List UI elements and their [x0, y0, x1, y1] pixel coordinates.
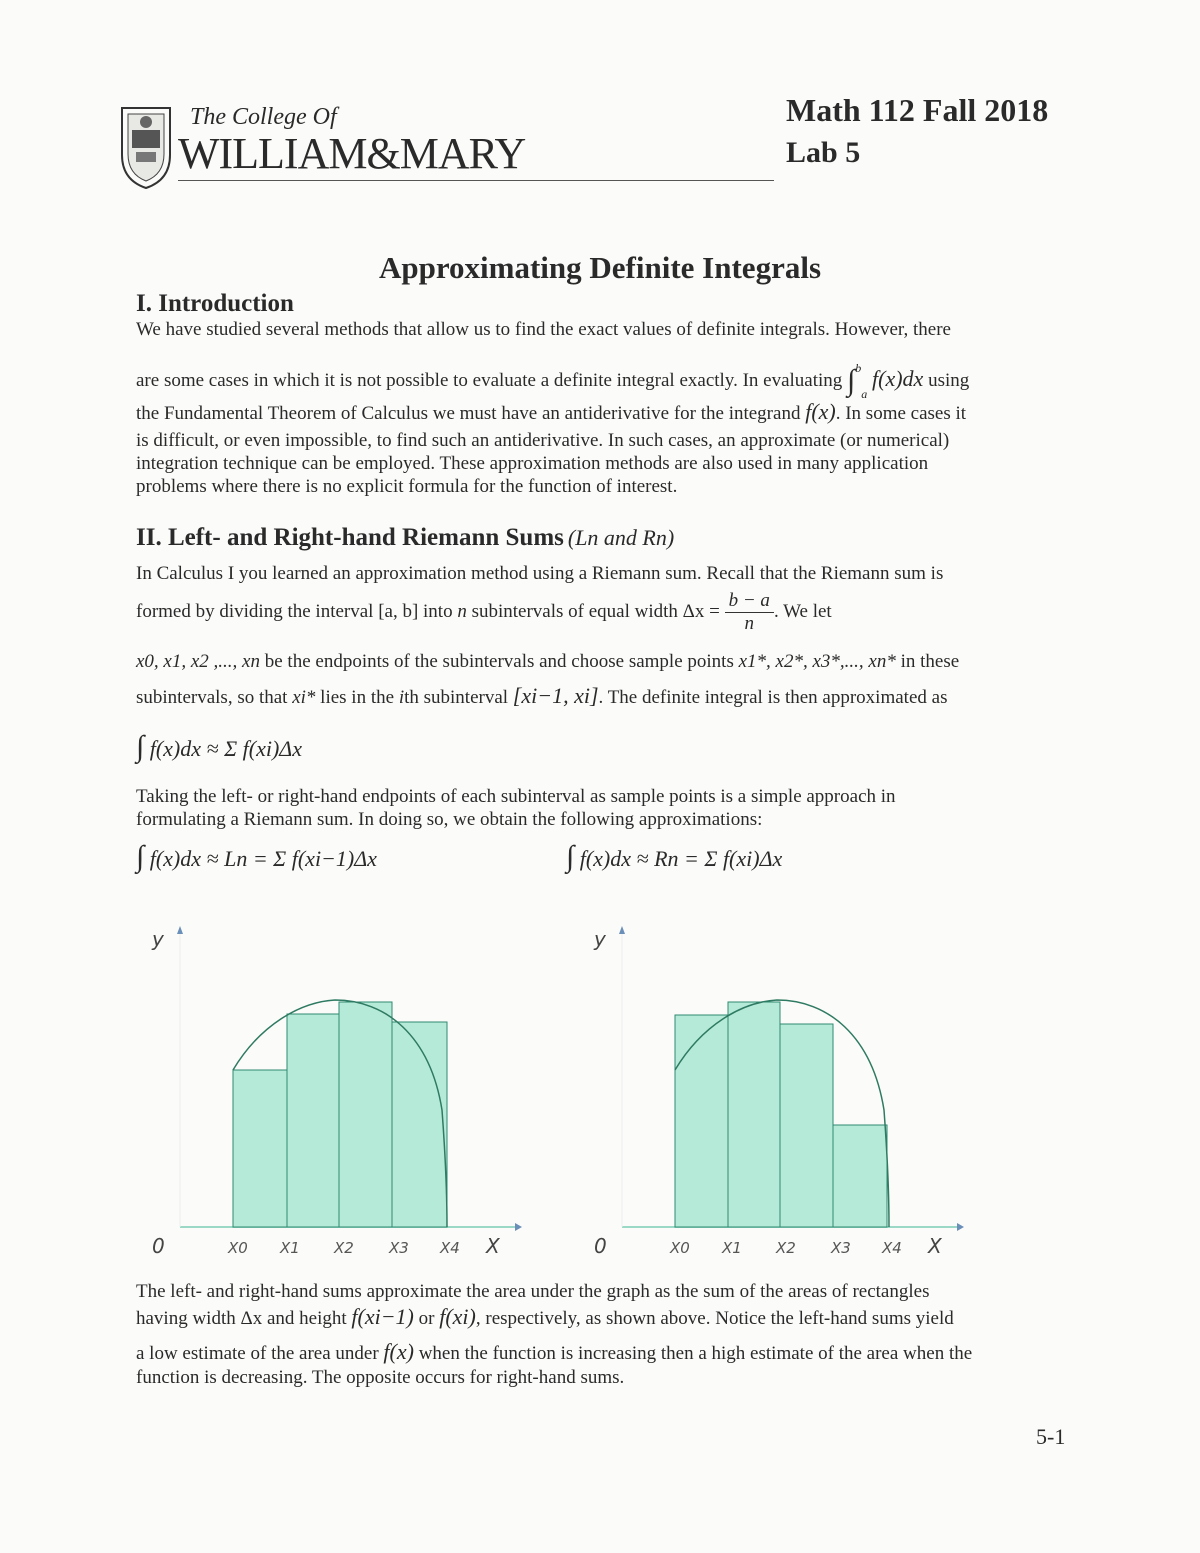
- tick-label-x3: X3: [389, 1239, 409, 1257]
- fraction-numerator: b − a: [725, 590, 774, 613]
- riemann-n: n: [457, 600, 467, 622]
- course-title: Math 112 Fall 2018: [786, 92, 1049, 128]
- closing-line-3-text-a: a low estimate of the area under: [136, 1343, 379, 1364]
- intro-line-1: We have studied several methods that allow us to find the exact values of definite integrals. However, there: [136, 319, 951, 340]
- intro-line-5: integration technique can be employed. These approximation methods are also used in many application: [136, 453, 929, 474]
- riemann-heading-math: (Ln and Rn): [567, 525, 675, 550]
- header-rule: [178, 180, 774, 181]
- riemann-line-2-text-b: subintervals of equal width Δx =: [471, 600, 720, 622]
- left-rectangle-4: [392, 1022, 447, 1227]
- document-title: Approximating Definite Integrals: [378, 250, 822, 285]
- riemann-line-4: [136, 684, 947, 710]
- left-riemann-graph: [140, 920, 540, 1265]
- intro-line-2-text-a: are some cases in which it is not possible to evaluate a definite integral exactly. In evaluating: [136, 370, 843, 391]
- intro-line-3-text-a: the Fundamental Theorem of Calculus we must have an antiderivative for the integrand: [136, 403, 801, 424]
- height-right-math: f(xi): [439, 1304, 476, 1329]
- closing-line-3: [136, 1340, 972, 1366]
- y-axis-label: y: [594, 927, 606, 951]
- closing-line-2-text-a: having width Δx and height: [136, 1308, 347, 1329]
- tick-label-x1: X1: [722, 1239, 742, 1257]
- left-rectangle-3: [339, 1002, 392, 1227]
- tick-label-x1: X1: [280, 1239, 300, 1257]
- riemann-line-4-text-d: . The definite integral is then approximated as: [598, 687, 948, 708]
- intro-line-3: [136, 400, 966, 426]
- intro-line-3-text-b: . In some cases it: [835, 403, 967, 424]
- integral-sign: ∫: [136, 730, 145, 763]
- x-axis-arrow: [515, 1223, 522, 1231]
- riemann-heading: II. Left- and Right-hand Riemann Sums: [136, 524, 564, 551]
- riemann-line-2: [136, 590, 832, 635]
- integral-sign: ∫: [847, 364, 856, 397]
- tick-label-x2: X2: [334, 1239, 354, 1257]
- closing-line-1: The left- and right-hand sums approximate the area under the graph as the sum of the areas of rectangles: [136, 1281, 930, 1302]
- logo-wordmark: WILLIAM&MARY: [178, 129, 526, 178]
- right-sum-formula-text: f(x)dx ≈ Rn = Σ f(xi)Δx: [579, 846, 783, 871]
- closing-line-4: function is decreasing. The opposite occurs for right-hand sums.: [136, 1367, 625, 1388]
- riemann-line-4-text-c: th subinterval: [404, 687, 509, 708]
- right-rectangle-4: [833, 1125, 887, 1227]
- intro-line-4: is difficult, or even impossible, to find such an antiderivative. In such cases, an approximate (or numerical): [136, 430, 950, 451]
- closing-line-2-text-c: , respectively, as shown above. Notice the left-hand sums yield: [475, 1308, 954, 1329]
- riemann-line-4-text-a: subintervals, so that: [136, 687, 288, 708]
- fraction-denominator: n: [744, 613, 755, 634]
- college-seal-logo: [116, 100, 176, 190]
- closing-line-3-text-b: when the function is increasing then a high estimate of the area when the: [418, 1343, 973, 1364]
- tick-label-x0: X0: [670, 1239, 690, 1257]
- right-riemann-graph: [582, 920, 982, 1265]
- riemann-line-1: In Calculus I you learned an approximation method using a Riemann sum. Recall that the Riemann sum is: [136, 563, 944, 584]
- riemann-line-3: [136, 650, 959, 674]
- tick-label-x0: X0: [228, 1239, 248, 1257]
- riemann-line-3-text-a: be the endpoints of the subintervals and choose sample points: [264, 651, 734, 672]
- xi-star-math: xi*: [292, 687, 316, 708]
- intro-line-6: problems where there is no explicit formula for the function of interest.: [136, 476, 678, 497]
- page-number: 5-1: [1036, 1424, 1066, 1449]
- logo-college-text: The College Of: [190, 104, 337, 130]
- right-sum-formula: [566, 840, 782, 874]
- x-axis-arrow: [957, 1223, 964, 1231]
- riemann-line-2-text-c: . We let: [773, 600, 832, 622]
- left-rectangle-2: [287, 1014, 339, 1227]
- tick-label-x2: X2: [776, 1239, 796, 1257]
- intro-line-2-text-b: using: [928, 370, 970, 391]
- i-math: i: [398, 687, 405, 708]
- y-axis-label: y: [152, 927, 164, 951]
- right-rectangle-2: [728, 1002, 780, 1227]
- intro-line-2: [136, 356, 969, 406]
- riemann-line-4-text-b: lies in the: [320, 687, 395, 708]
- subinterval-math: [xi−1, xi]: [512, 683, 599, 708]
- intro-integrand-fx: f(x): [805, 399, 836, 424]
- intro-heading: I. Introduction: [136, 290, 294, 317]
- origin-label: 0: [152, 1234, 165, 1258]
- y-axis-arrow: [619, 926, 625, 934]
- integral-sign: ∫: [136, 840, 145, 873]
- riemann-line-3-text-b: in these: [900, 651, 960, 672]
- x-axis-label: X: [928, 1234, 942, 1258]
- riemann-line-5: Taking the left- or right-hand endpoints of each subinterval as sample points is a simple approach in: [136, 786, 896, 807]
- closing-fx-math: f(x): [383, 1339, 414, 1364]
- tick-label-x4: X4: [440, 1239, 460, 1257]
- integral-lower-limit: a: [861, 387, 868, 401]
- right-rectangle-1: [675, 1015, 728, 1227]
- closing-line-2: [136, 1305, 954, 1331]
- tick-label-x3: X3: [831, 1239, 851, 1257]
- intro-integrand: f(x)dx: [872, 366, 924, 391]
- integral-sign: ∫: [566, 840, 575, 873]
- x-axis-label: X: [486, 1234, 500, 1258]
- origin-label: 0: [594, 1234, 607, 1258]
- endpoints-math: x0, x1, x2 ,..., xn: [136, 651, 260, 672]
- delta-x-fraction: [725, 590, 774, 635]
- closing-line-2-text-b: or: [418, 1308, 435, 1329]
- left-sum-formula: [136, 840, 377, 874]
- tick-label-x4: X4: [882, 1239, 902, 1257]
- riemann-line-6: formulating a Riemann sum. In doing so, we obtain the following approximations:: [136, 809, 763, 830]
- riemann-line-2-text-a: formed by dividing the interval [a, b] into: [136, 600, 453, 622]
- height-left-math: f(xi−1): [351, 1304, 414, 1329]
- riemann-sum-formula: [136, 730, 302, 764]
- riemann-heading-row: [136, 524, 674, 552]
- riemann-sum-formula-text: f(x)dx ≈ Σ f(xi)Δx: [149, 736, 302, 761]
- lab-number: Lab 5: [786, 136, 861, 169]
- left-rectangle-1: [233, 1070, 287, 1227]
- y-axis-arrow: [177, 926, 183, 934]
- left-sum-formula-text: f(x)dx ≈ Ln = Σ f(xi−1)Δx: [149, 846, 377, 871]
- integral-upper-limit: b: [855, 361, 862, 375]
- sample-points-math: x1*, x2*, x3*,..., xn*: [738, 651, 896, 672]
- right-rectangle-3: [780, 1024, 833, 1227]
